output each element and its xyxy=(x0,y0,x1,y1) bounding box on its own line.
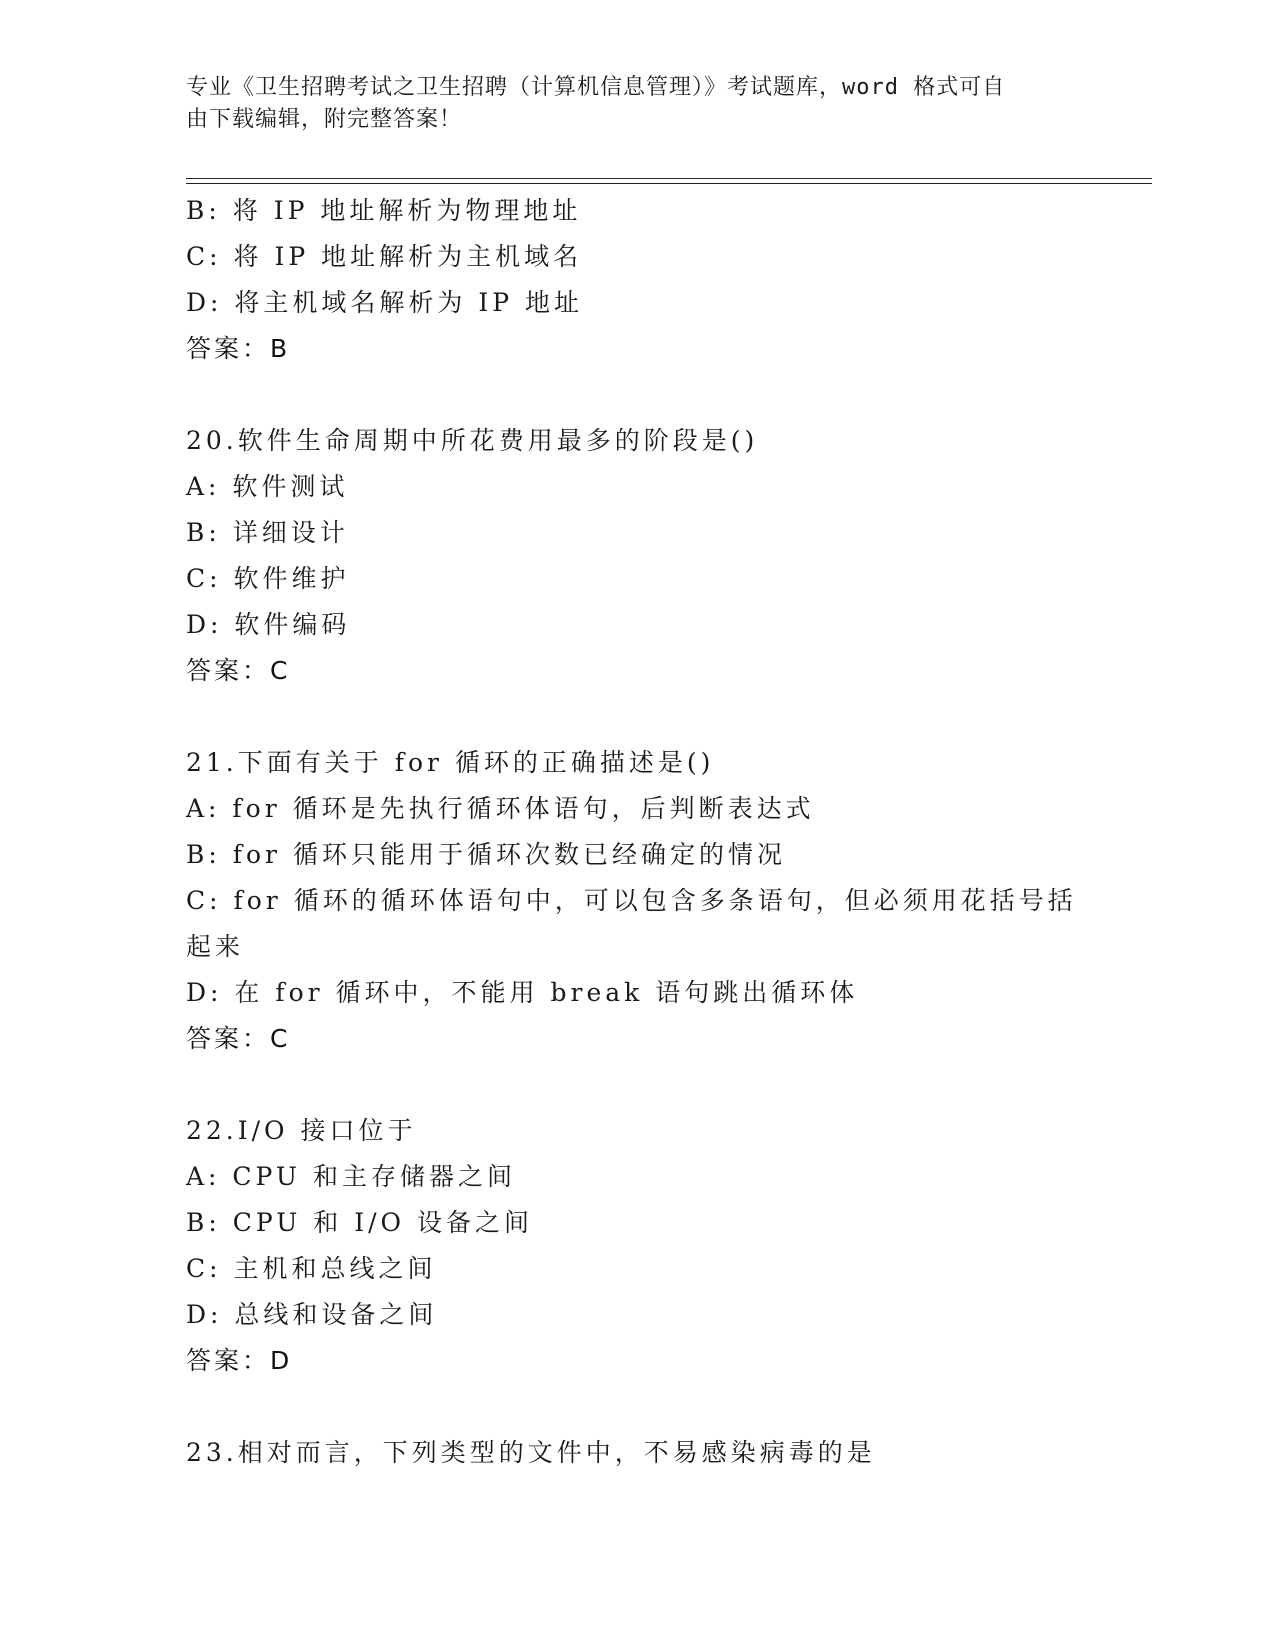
question-23 xyxy=(186,1430,1086,1476)
q19-answer: 答案：B xyxy=(186,334,291,363)
q21-question: 21.下面有关于 for 循环的正确描述是() xyxy=(186,748,715,777)
header-divider-top xyxy=(186,178,1152,179)
q20-option-a: A: 软件测试 xyxy=(186,472,349,501)
q22-option-c: C: 主机和总线之间 xyxy=(186,1254,437,1283)
header-divider-bottom xyxy=(186,183,1152,184)
q23-question: 23.相对而言，下列类型的文件中，不易感染病毒的是 xyxy=(186,1438,876,1467)
q21-option-c-line-1: C: for 循环的循环体语句中，可以包含多条语句，但必须用花括号括 xyxy=(186,886,1077,915)
intro-line-2: 由下载编辑，附完整答案！ xyxy=(186,107,463,132)
question-list xyxy=(186,188,1086,1476)
q19-option-b: B: 将 IP 地址解析为物理地址 xyxy=(186,196,582,225)
question-20 xyxy=(186,418,1086,694)
q20-answer: 答案：C xyxy=(186,656,291,685)
q22-option-b: B: CPU 和 I/O 设备之间 xyxy=(186,1208,533,1237)
q19-option-d: D: 将主机域名解析为 IP 地址 xyxy=(186,288,584,317)
q20-question: 20.软件生命周期中所花费用最多的阶段是() xyxy=(186,426,759,455)
question-22 xyxy=(186,1108,1086,1384)
q20-option-d: D: 软件编码 xyxy=(186,610,351,639)
question-19-remainder xyxy=(186,188,1086,372)
q22-option-a: A: CPU 和主存储器之间 xyxy=(186,1162,516,1191)
q21-answer: 答案：C xyxy=(186,1024,291,1053)
q19-option-c: C: 将 IP 地址解析为主机域名 xyxy=(186,242,583,271)
q22-answer: 答案：D xyxy=(186,1346,293,1375)
intro-line-1: 专业《卫生招聘考试之卫生招聘（计算机信息管理）》考试题库，word 格式可自 xyxy=(186,75,1006,100)
question-spacer xyxy=(186,372,1086,418)
q20-option-b: B: 详细设计 xyxy=(186,518,349,547)
q21-option-d: D: 在 for 循环中，不能用 break 语句跳出循环体 xyxy=(186,978,859,1007)
q21-option-b: B: for 循环只能用于循环次数已经确定的情况 xyxy=(186,840,786,869)
q22-question: 22.I/O 接口位于 xyxy=(186,1116,417,1145)
question-21 xyxy=(186,740,1086,1062)
document-intro xyxy=(186,72,1066,136)
q21-option-a: A: for 循环是先执行循环体语句，后判断表达式 xyxy=(186,794,815,823)
q22-option-d: D: 总线和设备之间 xyxy=(186,1300,438,1329)
q20-option-c: C: 软件维护 xyxy=(186,564,350,593)
question-spacer xyxy=(186,694,1086,740)
q21-option-c-line-2: 起来 xyxy=(186,932,245,961)
question-spacer xyxy=(186,1384,1086,1430)
question-spacer xyxy=(186,1062,1086,1108)
